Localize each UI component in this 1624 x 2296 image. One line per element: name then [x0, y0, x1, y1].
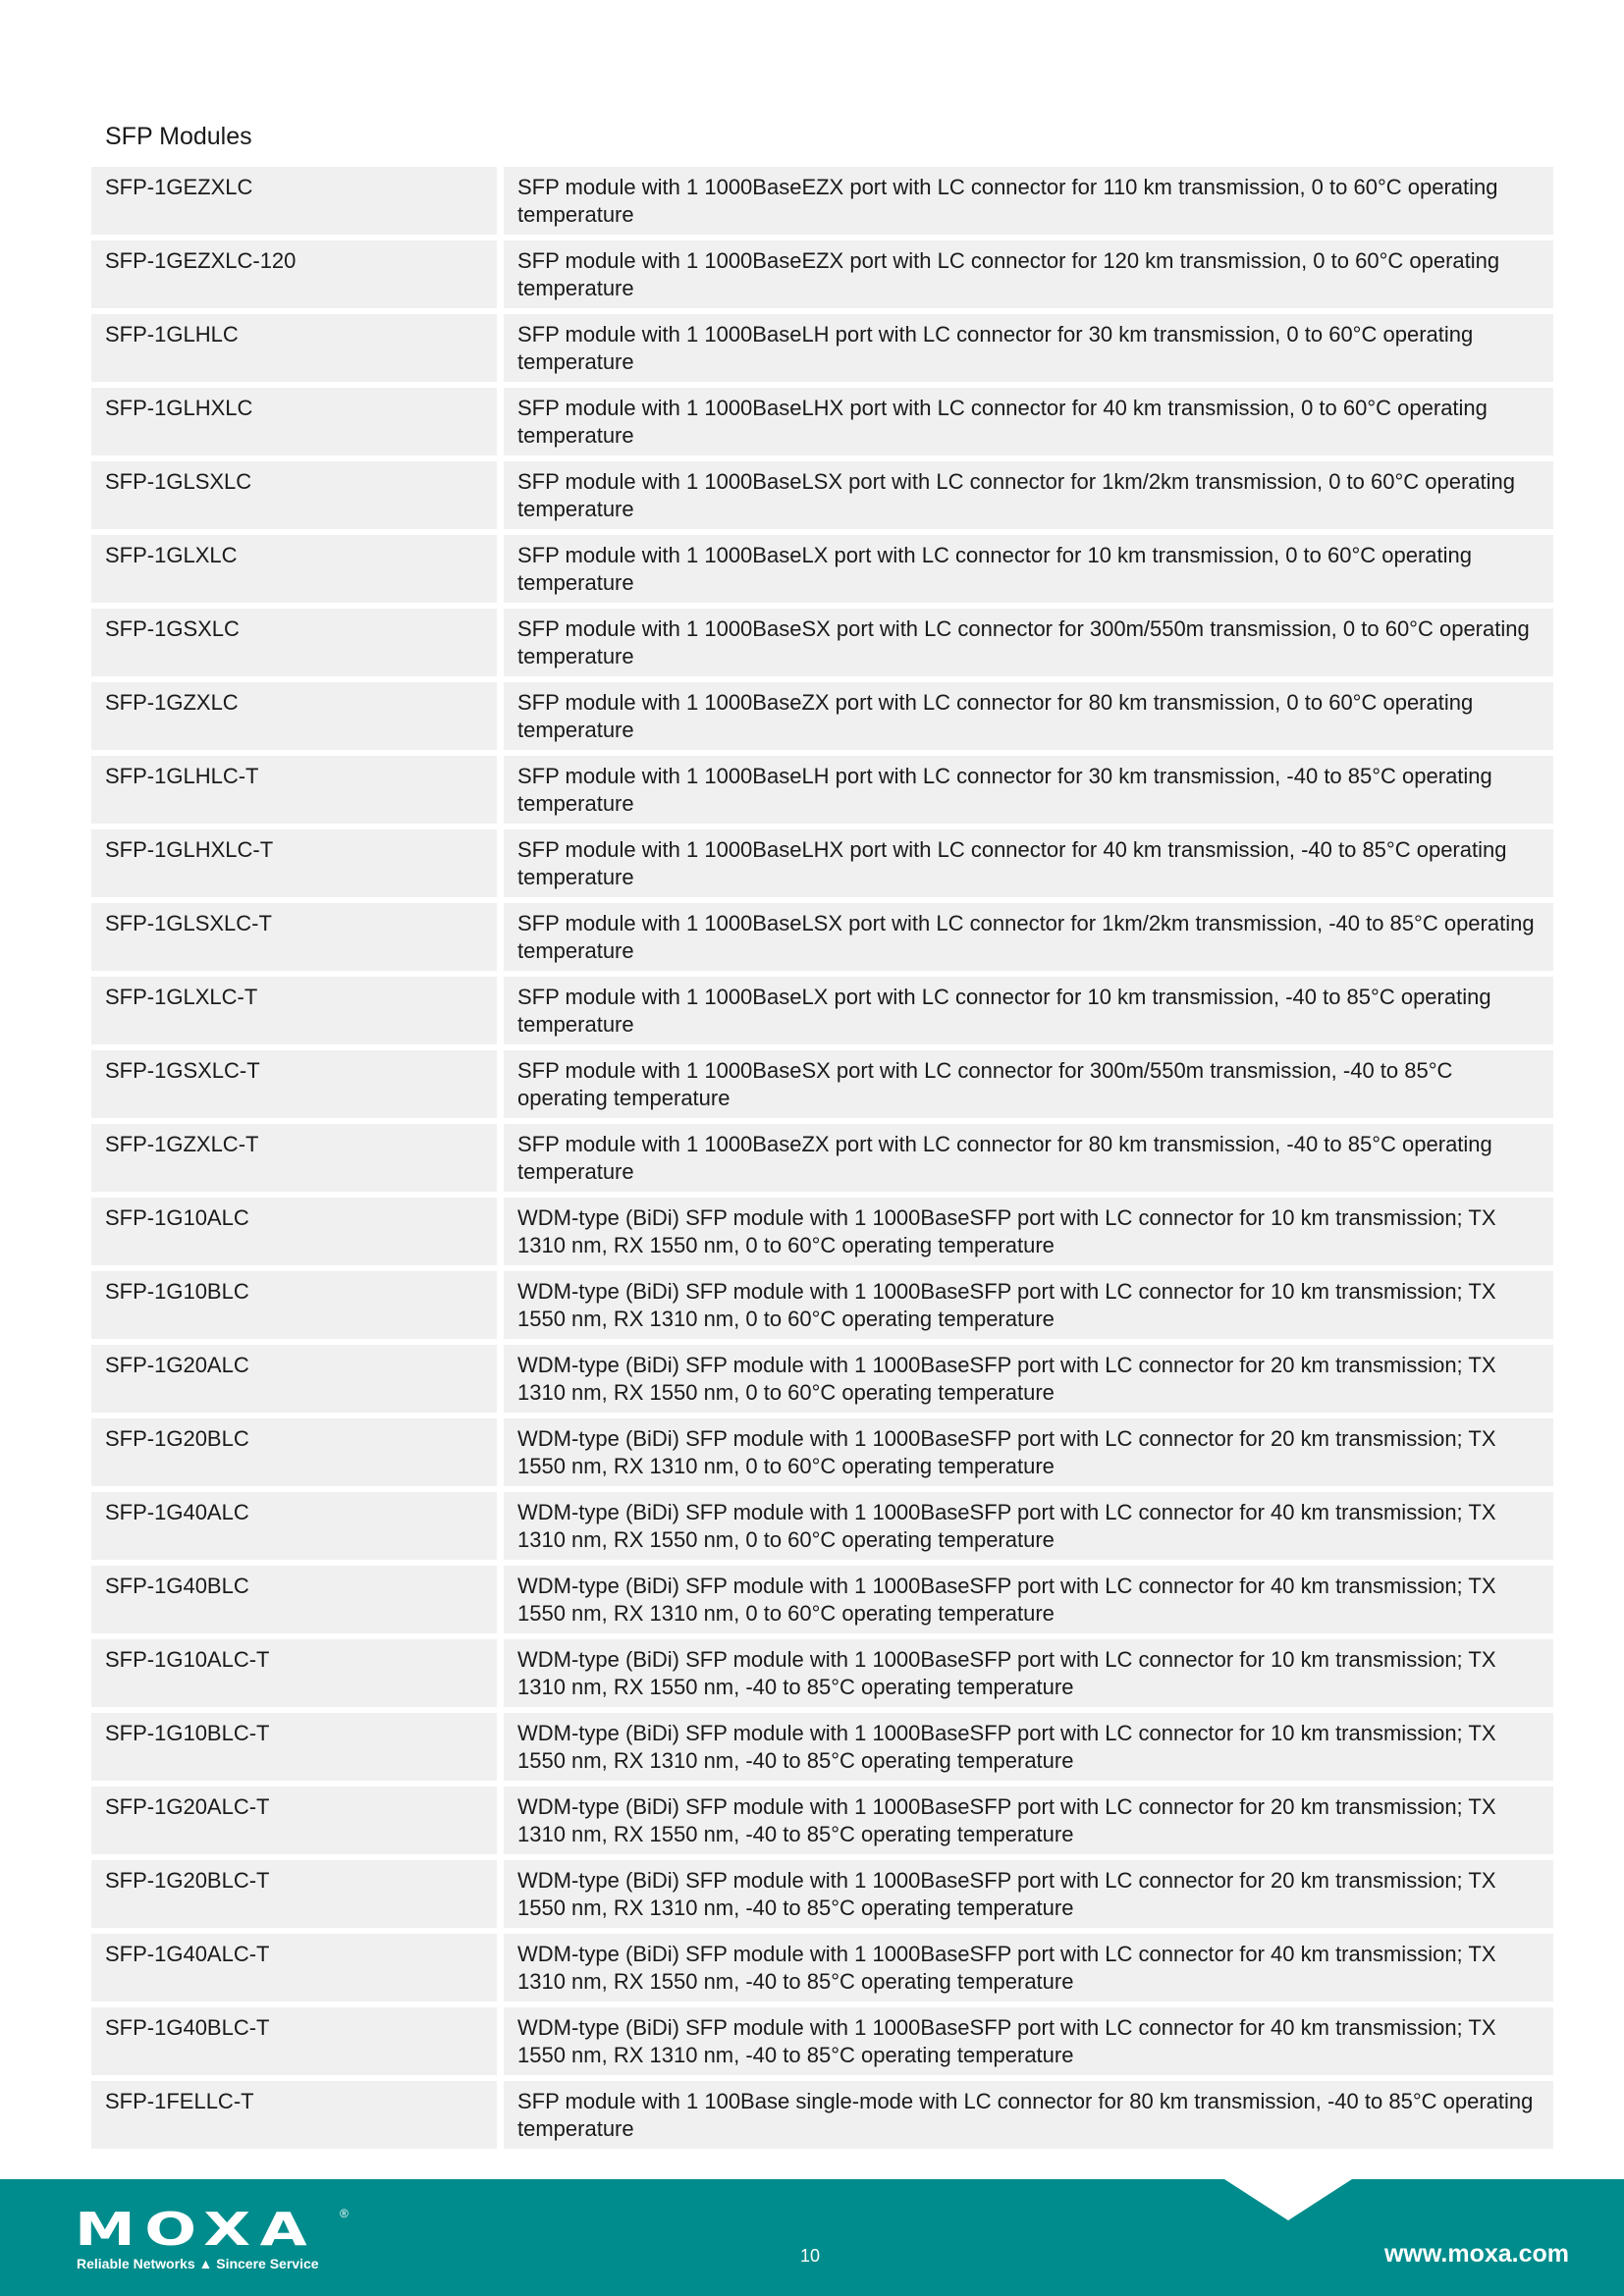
moxa-logo — [75, 2203, 350, 2275]
model-cell: SFP-1G10BLC — [91, 1271, 497, 1339]
description-cell: SFP module with 1 1000BaseLSX port with LC connector for 1km/2km transmission, -40 to 85°C operating temperature — [504, 903, 1553, 971]
description-cell: SFP module with 1 1000BaseLHX port with LC connector for 40 km transmission, 0 to 60°C operating temperature — [504, 388, 1553, 455]
model-cell: SFP-1G40BLC-T — [91, 2007, 497, 2075]
description-cell: WDM-type (BiDi) SFP module with 1 1000BaseSFP port with LC connector for 40 km transmission; TX 1550 nm, RX 1310 nm, -40 to 85°C operating temperature — [504, 2007, 1553, 2075]
description-cell: SFP module with 1 1000BaseLH port with LC connector for 30 km transmission, 0 to 60°C operating temperature — [504, 314, 1553, 382]
description-cell: WDM-type (BiDi) SFP module with 1 1000BaseSFP port with LC connector for 40 km transmission; TX 1310 nm, RX 1550 nm, 0 to 60°C operating temperature — [504, 1492, 1553, 1560]
model-cell: SFP-1GLSXLC-T — [91, 903, 497, 971]
table-row — [91, 682, 1553, 750]
description-cell: WDM-type (BiDi) SFP module with 1 1000BaseSFP port with LC connector for 10 km transmission; TX 1310 nm, RX 1550 nm, -40 to 85°C operating temperature — [504, 1639, 1553, 1707]
table-row — [91, 1124, 1553, 1192]
table-row — [91, 1050, 1553, 1118]
model-cell: SFP-1G40ALC — [91, 1492, 497, 1560]
description-cell: WDM-type (BiDi) SFP module with 1 1000BaseSFP port with LC connector for 20 km transmission; TX 1310 nm, RX 1550 nm, 0 to 60°C operating temperature — [504, 1345, 1553, 1413]
description-cell: SFP module with 1 1000BaseLX port with LC connector for 10 km transmission, -40 to 85°C operating temperature — [504, 977, 1553, 1044]
model-cell: SFP-1G20BLC — [91, 1418, 497, 1486]
page-number: 10 — [800, 2246, 821, 2266]
table-row — [91, 829, 1553, 897]
description-cell: SFP module with 1 1000BaseLH port with LC connector for 30 km transmission, -40 to 85°C operating temperature — [504, 756, 1553, 824]
sfp-modules-table — [91, 167, 1553, 2155]
model-cell: SFP-1G20BLC-T — [91, 1860, 497, 1928]
description-cell: SFP module with 1 1000BaseSX port with LC connector for 300m/550m transmission, -40 to 85°C operating temperature — [504, 1050, 1553, 1118]
description-cell: WDM-type (BiDi) SFP module with 1 1000BaseSFP port with LC connector for 20 km transmission; TX 1550 nm, RX 1310 nm, -40 to 85°C operating temperature — [504, 1860, 1553, 1928]
table-row — [91, 167, 1553, 235]
description-cell: SFP module with 1 1000BaseEZX port with LC connector for 120 km transmission, 0 to 60°C operating temperature — [504, 240, 1553, 308]
registered-mark: ® — [340, 2207, 349, 2220]
description-cell: SFP module with 1 1000BaseZX port with LC connector for 80 km transmission, 0 to 60°C operating temperature — [504, 682, 1553, 750]
table-row — [91, 240, 1553, 308]
model-cell: SFP-1GLHLC-T — [91, 756, 497, 824]
description-cell: WDM-type (BiDi) SFP module with 1 1000BaseSFP port with LC connector for 10 km transmission; TX 1310 nm, RX 1550 nm, 0 to 60°C operating temperature — [504, 1198, 1553, 1265]
model-cell: SFP-1GLHLC — [91, 314, 497, 382]
model-cell: SFP-1GZXLC — [91, 682, 497, 750]
model-cell: SFP-1G40BLC — [91, 1566, 497, 1633]
logo-tagline: Reliable Networks ▲ Sincere Service — [77, 2256, 319, 2271]
table-row — [91, 1271, 1553, 1339]
table-row — [91, 2081, 1553, 2149]
description-cell: SFP module with 1 100Base single-mode with LC connector for 80 km transmission, -40 to 85°C operating temperature — [504, 2081, 1553, 2149]
table-row — [91, 2007, 1553, 2075]
table-row — [91, 535, 1553, 603]
model-cell: SFP-1GEZXLC — [91, 167, 497, 235]
model-cell: SFP-1G10ALC — [91, 1198, 497, 1265]
table-row — [91, 461, 1553, 529]
table-row — [91, 1566, 1553, 1633]
table-row — [91, 903, 1553, 971]
description-cell: WDM-type (BiDi) SFP module with 1 1000BaseSFP port with LC connector for 20 km transmission; TX 1550 nm, RX 1310 nm, 0 to 60°C operating temperature — [504, 1418, 1553, 1486]
model-cell: SFP-1G20ALC-T — [91, 1787, 497, 1854]
description-cell: SFP module with 1 1000BaseLX port with LC connector for 10 km transmission, 0 to 60°C operating temperature — [504, 535, 1553, 603]
description-cell: WDM-type (BiDi) SFP module with 1 1000BaseSFP port with LC connector for 40 km transmission; TX 1310 nm, RX 1550 nm, -40 to 85°C operating temperature — [504, 1934, 1553, 2002]
description-cell: SFP module with 1 1000BaseLHX port with LC connector for 40 km transmission, -40 to 85°C operating temperature — [504, 829, 1553, 897]
model-cell: SFP-1FELLC-T — [91, 2081, 497, 2149]
model-cell: SFP-1GZXLC-T — [91, 1124, 497, 1192]
model-cell: SFP-1G20ALC — [91, 1345, 497, 1413]
table-row — [91, 388, 1553, 455]
model-cell: SFP-1GSXLC — [91, 609, 497, 676]
model-cell: SFP-1G10BLC-T — [91, 1713, 497, 1781]
table-row — [91, 1492, 1553, 1560]
model-cell: SFP-1GLSXLC — [91, 461, 497, 529]
table-row — [91, 1934, 1553, 2002]
table-row — [91, 1860, 1553, 1928]
description-cell: SFP module with 1 1000BaseSX port with LC connector for 300m/550m transmission, 0 to 60°C operating temperature — [504, 609, 1553, 676]
description-cell: SFP module with 1 1000BaseEZX port with LC connector for 110 km transmission, 0 to 60°C operating temperature — [504, 167, 1553, 235]
logo-wordmark: MOXA — [75, 2203, 317, 2256]
section-title: SFP Modules — [105, 123, 252, 150]
description-cell: SFP module with 1 1000BaseZX port with LC connector for 80 km transmission, -40 to 85°C operating temperature — [504, 1124, 1553, 1192]
page-footer — [0, 2179, 1624, 2296]
model-cell: SFP-1GSXLC-T — [91, 1050, 497, 1118]
website-url: www.moxa.com — [1383, 2240, 1569, 2268]
table-row — [91, 1198, 1553, 1265]
model-cell: SFP-1GLXLC — [91, 535, 497, 603]
table-row — [91, 1418, 1553, 1486]
footer-notch — [1224, 2179, 1352, 2220]
table-row — [91, 1713, 1553, 1781]
model-cell: SFP-1G40ALC-T — [91, 1934, 497, 2002]
table-row — [91, 314, 1553, 382]
description-cell: WDM-type (BiDi) SFP module with 1 1000BaseSFP port with LC connector for 10 km transmission; TX 1550 nm, RX 1310 nm, 0 to 60°C operating temperature — [504, 1271, 1553, 1339]
table-row — [91, 1639, 1553, 1707]
model-cell: SFP-1GLHXLC-T — [91, 829, 497, 897]
table-row — [91, 977, 1553, 1044]
table-row — [91, 1345, 1553, 1413]
model-cell: SFP-1GLXLC-T — [91, 977, 497, 1044]
description-cell: WDM-type (BiDi) SFP module with 1 1000BaseSFP port with LC connector for 20 km transmission; TX 1310 nm, RX 1550 nm, -40 to 85°C operating temperature — [504, 1787, 1553, 1854]
model-cell: SFP-1G10ALC-T — [91, 1639, 497, 1707]
model-cell: SFP-1GLHXLC — [91, 388, 497, 455]
table-row — [91, 1787, 1553, 1854]
description-cell: WDM-type (BiDi) SFP module with 1 1000BaseSFP port with LC connector for 10 km transmission; TX 1550 nm, RX 1310 nm, -40 to 85°C operating temperature — [504, 1713, 1553, 1781]
table-row — [91, 609, 1553, 676]
model-cell: SFP-1GEZXLC-120 — [91, 240, 497, 308]
description-cell: WDM-type (BiDi) SFP module with 1 1000BaseSFP port with LC connector for 40 km transmission; TX 1550 nm, RX 1310 nm, 0 to 60°C operating temperature — [504, 1566, 1553, 1633]
table-row — [91, 756, 1553, 824]
description-cell: SFP module with 1 1000BaseLSX port with LC connector for 1km/2km transmission, 0 to 60°C operating temperature — [504, 461, 1553, 529]
